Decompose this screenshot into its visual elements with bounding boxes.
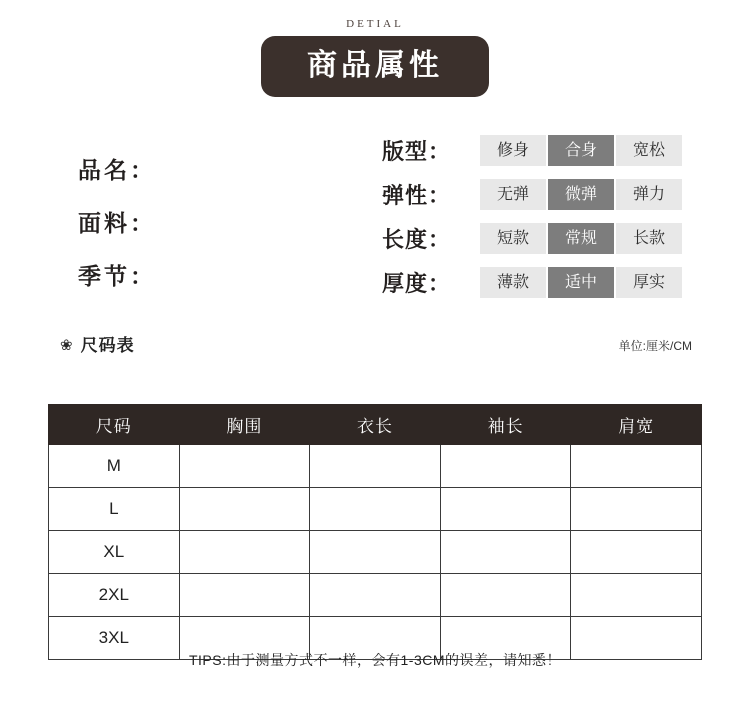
attribute-row-length [382, 223, 684, 254]
attribute-option-length-0[interactable]: 短款 [480, 223, 546, 254]
size-chart-unit: 单位:厘米/CM [618, 339, 692, 353]
attribute-label-fit: 版型： [382, 139, 452, 164]
attribute-option-fit-2[interactable]: 宽松 [616, 135, 682, 166]
attribute-option-thickness-1[interactable]: 适中 [548, 267, 614, 298]
cell-length [310, 531, 441, 574]
attribute-rows [382, 135, 684, 311]
column-header-chest: 胸围 [179, 405, 310, 445]
column-header-sleeve: 袖长 [440, 405, 571, 445]
cell-shoulder [571, 574, 702, 617]
flower-icon: ❀ [60, 337, 74, 354]
table-row [49, 574, 702, 617]
cell-shoulder [571, 445, 702, 488]
field-label-season: 季节： [78, 263, 156, 289]
attribute-option-length-2[interactable]: 长款 [616, 223, 682, 254]
size-chart-header [0, 331, 750, 359]
attribute-option-elasticity-0[interactable]: 无弹 [480, 179, 546, 210]
cell-length [310, 488, 441, 531]
table-header-row [49, 405, 702, 445]
size-table [48, 404, 702, 660]
cell-shoulder [571, 488, 702, 531]
cell-chest [179, 531, 310, 574]
attribute-option-length-1[interactable]: 常规 [548, 223, 614, 254]
cell-length [310, 574, 441, 617]
cell-chest [179, 574, 310, 617]
attribute-option-fit-1[interactable]: 合身 [548, 135, 614, 166]
attribute-label-length: 长度： [382, 227, 452, 252]
attribute-row-thickness [382, 267, 684, 298]
table-row [49, 488, 702, 531]
cell-sleeve [440, 574, 571, 617]
cell-size: 3XL [49, 617, 180, 660]
field-label-product-name: 品名： [78, 157, 156, 183]
attribute-row-fit [382, 135, 684, 166]
cell-sleeve [440, 445, 571, 488]
cell-shoulder [571, 531, 702, 574]
header-eyebrow: DETIAL [346, 18, 404, 30]
attribute-option-fit-0[interactable]: 修身 [480, 135, 546, 166]
attribute-option-thickness-2[interactable]: 厚实 [616, 267, 682, 298]
page-header [0, 0, 750, 97]
cell-chest [179, 488, 310, 531]
column-header-size: 尺码 [49, 405, 180, 445]
cell-sleeve [440, 488, 571, 531]
cell-size: XL [49, 531, 180, 574]
column-header-length: 衣长 [310, 405, 441, 445]
cell-size: M [49, 445, 180, 488]
size-chart-title-group [60, 331, 135, 356]
attribute-row-elasticity [382, 179, 684, 210]
attribute-label-thickness: 厚度： [382, 271, 452, 296]
attribute-label-elasticity: 弹性： [382, 183, 452, 208]
field-label-fabric: 面料： [78, 210, 156, 236]
attributes-section [0, 135, 750, 325]
cell-sleeve [440, 531, 571, 574]
size-chart-title: 尺码表 [80, 336, 135, 355]
left-field-labels [78, 159, 156, 318]
page-title: 商品属性 [261, 36, 489, 97]
cell-size: 2XL [49, 574, 180, 617]
attribute-option-elasticity-1[interactable]: 微弹 [548, 179, 614, 210]
cell-length [310, 445, 441, 488]
cell-size: L [49, 488, 180, 531]
attribute-option-thickness-0[interactable]: 薄款 [480, 267, 546, 298]
attribute-option-elasticity-2[interactable]: 弹力 [616, 179, 682, 210]
column-header-shoulder: 肩宽 [571, 405, 702, 445]
cell-chest [179, 445, 310, 488]
table-row [49, 531, 702, 574]
measurement-tips: TIPS:由于测量方式不一样，会有1-3CM的误差，请知悉！ [188, 652, 561, 668]
table-row [49, 445, 702, 488]
